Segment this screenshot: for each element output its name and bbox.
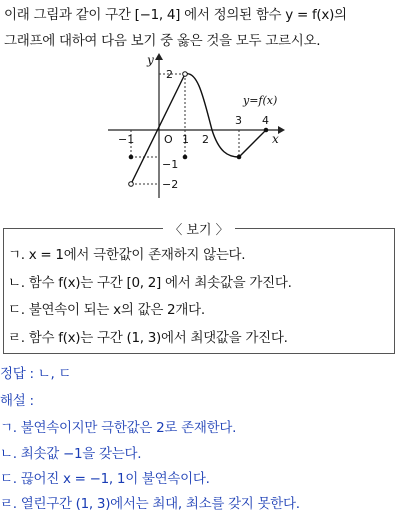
x-axis-label: x xyxy=(272,132,279,146)
tick-x-3: 3 xyxy=(235,114,242,127)
option-item-2: ㄴ. 함수 f(x)는 구간 [0, 2] 에서 최솟값을 가진다. xyxy=(8,275,292,291)
tick-x-minus-1: −1 xyxy=(118,133,135,146)
x-axis-arrow xyxy=(278,126,285,134)
tick-y-2: 2 xyxy=(166,68,173,81)
tick-y-minus-1: −1 xyxy=(162,158,179,171)
closed-point-left xyxy=(129,155,134,160)
open-point-left xyxy=(129,182,134,187)
y-axis-label: y xyxy=(147,53,154,67)
explanation-line-1: ㄱ. 불연속이지만 극한값은 2로 존재한다. xyxy=(0,420,237,436)
min-point xyxy=(237,155,242,160)
closed-point-bottom xyxy=(183,155,188,160)
open-point-top xyxy=(183,72,188,77)
origin-label: O xyxy=(164,133,173,146)
explanation-line-4: ㄹ. 열린구간 (1, 3)에서는 최대, 최소를 갖지 못한다. xyxy=(0,496,300,512)
y-axis-arrow xyxy=(155,53,163,60)
question-line-1: 이래 그림과 같이 구간 [−1, 4] 에서 정의된 함수 y = f(x)의 xyxy=(4,7,347,23)
explanation-line-3: ㄷ. 끊어진 x = −1, 1이 불연속이다. xyxy=(0,471,210,487)
end-point xyxy=(264,128,269,133)
answer-label: 정답 : ㄴ, ㄷ xyxy=(0,366,72,382)
options-box xyxy=(3,223,395,354)
function-label: y=f(x) xyxy=(243,94,278,107)
curve-segment xyxy=(185,74,266,157)
explanation-line-2: ㄴ. 최솟값 −1을 갖는다. xyxy=(0,446,142,462)
tick-y-minus-2: −2 xyxy=(162,178,179,191)
tick-x-4: 4 xyxy=(262,114,269,127)
options-box-title: 〈 보기 〉 xyxy=(4,219,394,238)
tick-x-2: 2 xyxy=(202,133,209,146)
option-item-3: ㄷ. 불연속이 되는 x의 값은 2개다. xyxy=(8,302,205,318)
tick-x-1: 1 xyxy=(182,133,189,146)
option-item-4: ㄹ. 함수 f(x)는 구간 (1, 3)에서 최댓값을 가진다. xyxy=(8,330,288,346)
explanation-label: 해설 : xyxy=(0,393,34,409)
question-line-2: 그래프에 대하여 다음 보기 중 옳은 것을 모두 고르시오. xyxy=(4,33,321,49)
option-item-1: ㄱ. x = 1에서 극한값이 존재하지 않는다. xyxy=(8,247,246,263)
guide-lines xyxy=(131,74,239,184)
